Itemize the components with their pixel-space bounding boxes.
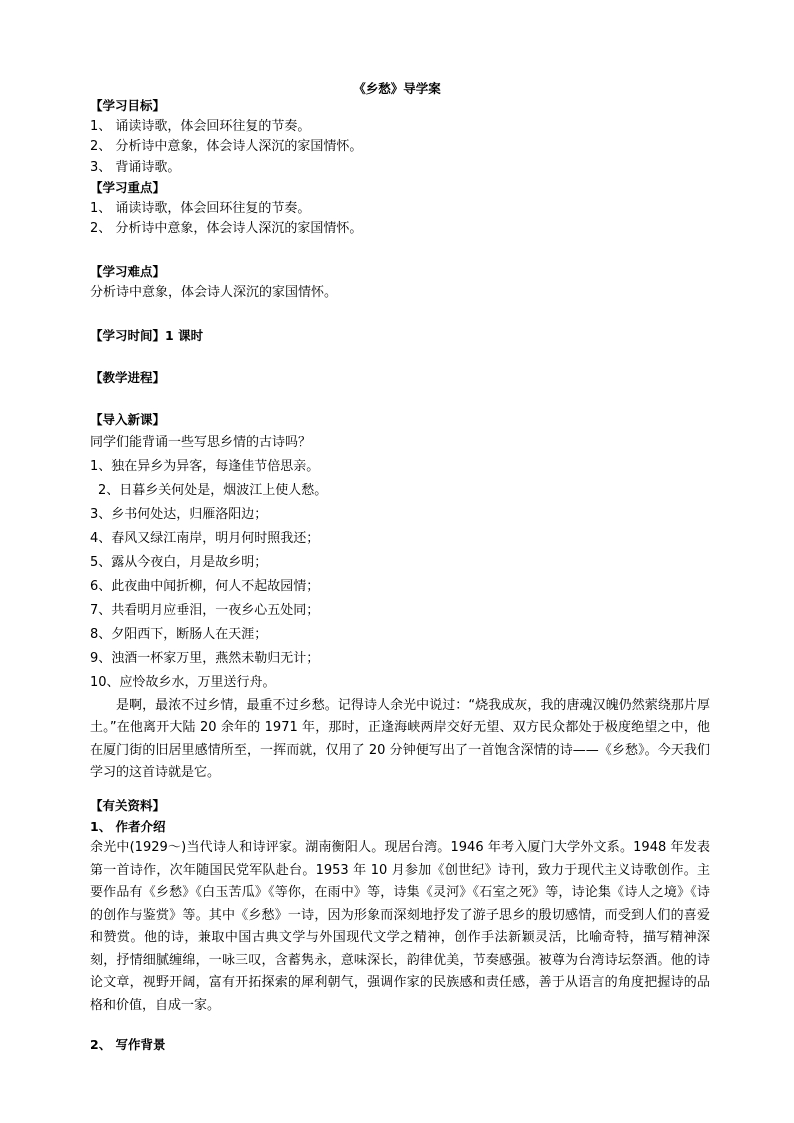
materials-heading: 【有关资料】 — [90, 798, 166, 813]
poem-line: 6、此夜曲中闻折柳，何人不起故园情； — [90, 578, 320, 594]
poem-line: 8、夕阳西下，断肠人在天涯； — [90, 626, 268, 642]
process-heading: 【教学进程】 — [90, 370, 166, 385]
time-section — [90, 326, 710, 347]
key-points-heading: 【学习重点】 — [90, 180, 166, 195]
author-heading: 1、 作者介绍 — [90, 818, 166, 834]
poem-line: 10、应怜故乡水，万里送行舟。 — [90, 674, 276, 690]
poem-line: 4、春风又绿江南岸，明月何时照我还； — [90, 530, 320, 546]
objective-item: 1、 诵读诗歌，体会回环往复的节奏。 — [90, 118, 311, 134]
time-value: 1 课时 — [165, 328, 204, 343]
poem-line: 9、浊酒一杯家万里，燕然未勒归无计； — [90, 650, 320, 666]
objective-item: 2、 分析诗中意象，体会诗人深沉的家国情怀。 — [90, 139, 363, 154]
difficulty-text: 分析诗中意象，体会诗人深沉的家国情怀。 — [90, 284, 338, 300]
intro-heading: 【导入新课】 — [90, 412, 166, 427]
objective-item: 3、 背诵诗歌。 — [90, 159, 181, 175]
intro-question: 同学们能背诵一些写思乡情的古诗吗？ — [90, 434, 312, 450]
poem-line: 2、日暮乡关何处是，烟波江上使人愁。 — [98, 482, 328, 498]
process-section — [90, 368, 710, 389]
background-heading: 2、 写作背景 — [90, 1037, 166, 1052]
objectives-heading: 【学习目标】 — [90, 98, 166, 113]
time-heading: 【学习时间】 — [90, 328, 166, 343]
objectives-section — [90, 96, 710, 240]
difficulty-heading: 【学习难点】 — [90, 264, 166, 279]
key-point-item: 1、 诵读诗歌，体会回环往复的节奏。 — [90, 200, 311, 216]
difficulty-section — [90, 262, 710, 303]
document-title: 《乡愁》导学案 — [353, 81, 441, 96]
poem-line: 3、乡书何处达，归雁洛阳边； — [90, 506, 268, 522]
author-text: 余光中(1929～)当代诗人和诗评家。湖南衡阳人。现居台湾。1946 年考入厦门大学外文系。1948 年发表第一首诗作，次年随国民党军队赴台。1953 年 10 月参加《创世纪》诗刊，致力于现代主义诗歌创作。主要作品有《乡愁》《白玉苦瓜》《等你，在雨中》等，诗集《灵河》《石室之死》等，诗论集《诗人之境》《诗的创作与鉴赏》等。其中《乡愁》一诗，因为形象而深刻地抒发了游子思乡的殷切感情，而受到人们的喜爱和赞赏。他的诗，兼取中国古典文学与外国现代文学之精神，创作手法新颖灵活，比喻奇特，描写精神深刻，抒情细腻缠绵，一咏三叹，含蓄隽永，意味深长，韵律优美，节奏感强。被尊为台湾诗坛祭酒。他的诗论文章，视野开阔，富有开拓探索的犀利朝气，强调作家的民族感和责任感，善于从语言的角度把握诗的品格和价值，自成一家。 — [90, 840, 710, 1013]
poem-line: 1、独在异乡为异客，每逢佳节倍思亲。 — [90, 458, 320, 474]
poem-line: 7、共看明月应垂泪，一夜乡心五处同； — [90, 602, 320, 618]
time-line — [90, 326, 710, 347]
key-point-item: 2、 分析诗中意象，体会诗人深沉的家国情怀。 — [90, 221, 363, 236]
poem-line: 5、露从今夜白，月是故乡明； — [90, 554, 268, 570]
poem-list — [90, 455, 710, 695]
materials-section — [90, 796, 710, 1056]
intro-section — [90, 410, 710, 785]
intro-paragraph: 是啊，最浓不过乡情，最重不过乡愁。记得诗人余光中说过：“烧我成灰，我的唐魂汉魄仍然萦绕那片厚土。”在他离开大陆 20 余年的 1971 年，那时，正逢海峡两岸交好无望、双方民众都处于极度绝望之中，他在厦门街的旧居里感情所至，一挥而就，仅用了 20 分钟便写出了一首饱含深情的诗——《乡愁》。今天我们学习的这首诗就是它。 — [90, 697, 710, 780]
